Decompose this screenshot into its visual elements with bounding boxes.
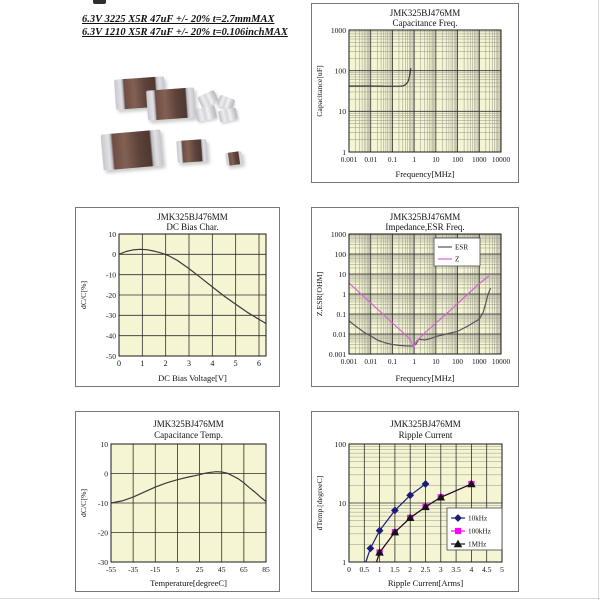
chart-impedance-esr <box>311 207 519 387</box>
spec-line-3225: 6.3V 3225 X5R 47uF +/- 20% t=2.7mmMAX <box>82 14 275 25</box>
legend-label: 1MHz <box>468 540 487 549</box>
x-tick-label: 0.1 <box>387 155 397 164</box>
y-tick-label: 0.01 <box>332 329 346 339</box>
y-tick-label: 1000 <box>330 25 346 35</box>
chip-capacitor-small-white-3 <box>195 105 217 122</box>
y-axis-label: dC/C[%] <box>79 280 88 310</box>
x-tick-label: 5 <box>233 359 238 368</box>
y-tick-label: 1 <box>342 289 346 299</box>
chart-subtitle: Impedance,ESR Freq. <box>385 222 465 232</box>
y-tick-label: -20 <box>97 528 108 538</box>
y-tick-label: 0.001 <box>328 349 346 359</box>
y-tick-label: -10 <box>105 270 116 280</box>
x-tick-label: -55 <box>105 565 117 574</box>
x-tick-label: -15 <box>150 565 161 574</box>
y-tick-label: -40 <box>105 331 116 341</box>
capacitor-product-photo <box>95 60 275 190</box>
x-axis-label: Frequency[MHz] <box>395 373 455 383</box>
x-tick-label: 2 <box>408 565 413 574</box>
x-tick-label: 85 <box>262 565 270 574</box>
x-tick-label: 1.5 <box>390 565 400 574</box>
chart-title: JMK325BJ476MM <box>389 8 461 18</box>
y-axis-label: dTemp.[degreeC] <box>315 475 324 531</box>
x-tick-label: 0.001 <box>340 357 358 366</box>
chart-ripple-current <box>311 411 519 592</box>
x-tick-label: 2 <box>163 359 168 368</box>
x-tick-label: 1 <box>140 359 145 368</box>
chart-svg <box>312 208 518 386</box>
y-tick-label: 0.1 <box>336 309 346 319</box>
x-tick-label: 0.5 <box>359 565 370 574</box>
chart-title: JMK325BJ476MM <box>153 419 224 429</box>
legend-label: Z <box>455 255 460 264</box>
x-axis-label: Ripple Current[Arms] <box>387 578 464 588</box>
x-tick-label: 3.5 <box>451 565 461 574</box>
chart-subtitle: DC Bias Char. <box>166 222 219 232</box>
x-tick-label: 100 <box>452 357 464 366</box>
y-tick-label: 10 <box>338 269 346 279</box>
x-tick-label: 3 <box>438 565 443 574</box>
chart-subtitle: Capacitance Temp. <box>154 430 223 440</box>
y-tick-label: 0 <box>112 250 116 260</box>
x-tick-label: 4 <box>210 359 215 368</box>
y-tick-label: -50 <box>105 351 116 361</box>
x-tick-label: 1 <box>412 357 416 366</box>
x-tick-label: 100 <box>452 155 464 164</box>
y-tick-label: 10 <box>100 439 108 449</box>
x-tick-label: 3 <box>187 359 191 368</box>
x-tick-label: 10 <box>432 155 440 164</box>
chart-svg <box>76 208 279 386</box>
chart-title: JMK325BJ476MM <box>389 212 461 222</box>
x-axis-label: DC Bias Voltage[V] <box>158 373 227 383</box>
x-tick-label: 0.001 <box>340 155 358 164</box>
x-axis-label: Frequency[MHz] <box>395 169 455 179</box>
x-tick-label: 1 <box>377 565 382 574</box>
chart-svg <box>76 412 279 591</box>
y-axis-label: Z,ESR[OHM] <box>315 271 324 317</box>
x-tick-label: 45 <box>217 565 226 574</box>
x-tick-label: 1000 <box>471 155 487 164</box>
y-axis-label: Capacitance[uF] <box>315 65 324 117</box>
chart-capacitance-temperature <box>75 411 280 592</box>
x-tick-label: 0 <box>347 565 351 574</box>
y-tick-label: 100 <box>334 439 346 449</box>
chart-capacitance-frequency <box>311 3 519 183</box>
y-tick-label: 100 <box>334 249 346 259</box>
chip-capacitor-tiny <box>225 151 243 166</box>
chart-subtitle: Capacitance Freq. <box>392 18 458 28</box>
x-axis-label: Temperature[degreeC] <box>150 578 227 588</box>
x-tick-label: 2.5 <box>420 565 431 574</box>
y-tick-label: -20 <box>105 290 116 300</box>
y-tick-label: -10 <box>97 498 108 508</box>
x-tick-label: 1 <box>412 155 416 164</box>
spec-line-1210: 6.3V 1210 X5R 47uF +/- 20% t=0.106inchMAX <box>82 27 288 38</box>
y-tick-label: -30 <box>105 311 116 321</box>
chart-subtitle: Ripple Current <box>398 430 453 440</box>
x-tick-label: 0.1 <box>387 357 397 366</box>
x-tick-label: 0.01 <box>364 155 378 164</box>
y-tick-label: 100 <box>334 66 346 76</box>
chart-dc-bias <box>75 207 280 387</box>
page-edge <box>598 0 599 600</box>
y-tick-label: 1 <box>342 557 346 567</box>
legend-label: ESR <box>455 243 469 252</box>
chip-capacitor-large <box>101 129 164 170</box>
x-tick-label: 0.01 <box>364 357 378 366</box>
y-tick-label: 1 <box>342 147 346 157</box>
legend-label: 100kHz <box>468 527 491 536</box>
spec-header <box>82 13 288 39</box>
page-edge <box>0 598 600 599</box>
y-axis-label: dC/C[%] <box>79 488 88 518</box>
x-tick-label: 10000 <box>491 357 511 366</box>
cropped-text-fragment <box>93 0 106 4</box>
x-tick-label: 65 <box>240 565 248 574</box>
y-tick-label: 10 <box>338 498 346 508</box>
x-tick-label: 4 <box>469 565 474 574</box>
chart-title: JMK325BJ476MM <box>157 212 228 222</box>
y-tick-label: 10 <box>108 229 116 239</box>
chart-title: JMK325BJ476MM <box>390 419 461 429</box>
x-tick-label: 5 <box>175 565 180 574</box>
x-tick-label: 1000 <box>471 357 487 366</box>
x-tick-label: 10000 <box>491 155 511 164</box>
x-tick-label: 5 <box>500 565 504 574</box>
chart-svg <box>312 4 518 182</box>
chip-capacitor-medium-2 <box>146 87 196 120</box>
x-tick-label: 25 <box>195 565 204 574</box>
x-tick-label: 0 <box>117 359 121 368</box>
marker-square <box>455 528 460 533</box>
x-tick-label: 4.5 <box>481 565 492 574</box>
chip-capacitor-small-brown <box>176 139 207 163</box>
y-tick-label: 0 <box>104 469 108 479</box>
chart-svg <box>312 412 518 591</box>
y-tick-label: 1000 <box>330 229 346 239</box>
chip-capacitor-small-white-4 <box>218 107 238 122</box>
y-tick-label: 10 <box>338 107 346 117</box>
legend-label: 10kHz <box>468 514 488 523</box>
y-tick-label: -30 <box>97 557 108 567</box>
x-tick-label: 10 <box>432 357 440 366</box>
x-tick-label: -35 <box>128 565 139 574</box>
x-tick-label: 6 <box>257 359 261 368</box>
